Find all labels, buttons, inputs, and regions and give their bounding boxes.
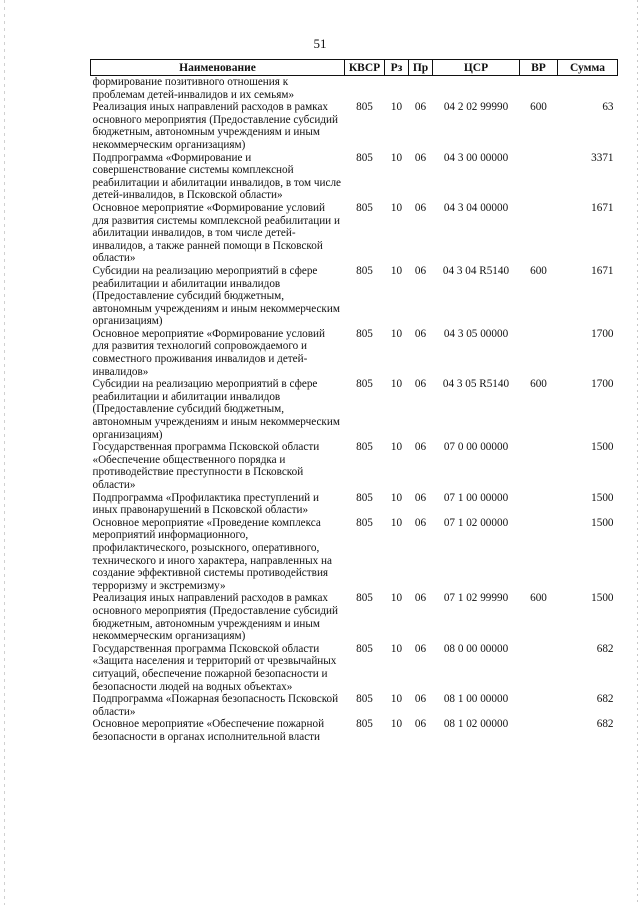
cell-name: Основное мероприятие «Проведение комплекса мероприятий информационного, профилактического, розыскного, оперативного, технического и иного характера, направленных на создание эффективной системы противодействия терроризму и экстремизму» — [92, 516, 332, 592]
cell-csr: 04 2 02 99990 — [443, 101, 509, 114]
cell-csr: 04 3 05 R5140 — [442, 378, 510, 391]
cell-rz: 10 — [390, 516, 403, 529]
cell-pr: 06 — [414, 491, 427, 504]
cell-kvsr: 805 — [356, 642, 373, 655]
table-row — [91, 718, 618, 743]
cell-csr: 07 0 00 00000 — [443, 441, 509, 454]
cell-rz: 10 — [390, 151, 403, 164]
table-body — [91, 76, 618, 744]
cell-sum: 3371 — [591, 151, 614, 164]
cell-sum: 682 — [596, 642, 614, 655]
cell-name: Подпрограмма «Формирование и совершенствование системы комплексной реабилитации и абилитации инвалидов, в том числе детей-инвалидов, в Псковской области» — [92, 151, 342, 202]
table-row — [91, 265, 618, 328]
cell-pr: 06 — [414, 441, 427, 454]
cell-kvsr: 805 — [356, 101, 373, 114]
budget-table-wrapper — [90, 59, 617, 743]
cell-csr — [433, 76, 520, 102]
cell-name: формирование позитивного отношения к проблемам детей-инвалидов и их семьям» — [92, 76, 295, 101]
cell-vr — [520, 517, 558, 593]
cell-vr: 600 — [530, 378, 547, 391]
cell-name: Государственная программа Псковской области «Обеспечение общественного порядка и противодействие преступности в Псковской области» — [92, 441, 320, 491]
cell-kvsr: 805 — [356, 693, 373, 706]
cell-pr: 06 — [414, 151, 427, 164]
header-kvsr: КВСР — [345, 60, 385, 76]
header-row — [91, 60, 618, 76]
cell-csr: 08 1 00 00000 — [443, 693, 509, 706]
page-number: 51 — [313, 36, 327, 51]
cell-rz: 10 — [390, 693, 403, 706]
cell-name: Основное мероприятие «Формирование условий для развития системы комплексной реабилитации и абилитации инвалидов, в том числе детей-инвалидов, а также ранней помощи в Псковской области» — [92, 201, 340, 265]
header-vr: ВР — [520, 60, 558, 76]
cell-pr: 06 — [414, 201, 427, 214]
cell-name: Основное мероприятие «Обеспечение пожарной безопасности в органах исполнительной власти — [92, 718, 325, 743]
cell-name: Субсидии на реализацию мероприятий в сфере реабилитации и абилитации инвалидов (Предоставление субсидий бюджетным, автономным учреждениям и иным некоммерческим организациям) — [92, 378, 340, 441]
table-header — [91, 60, 618, 76]
cell-sum: 1500 — [591, 491, 614, 504]
cell-name: Подпрограмма «Профилактика преступлений и иных правонарушений в Псковской области» — [92, 491, 319, 517]
cell-kvsr: 805 — [356, 516, 373, 529]
cell-name: Государственная программа Псковской области «Защита населения и территорий от чрезвычайных ситуаций, обеспечение пожарной безопасности и безопасности людей на водных объектах» — [92, 642, 337, 693]
cell-name: Субсидии на реализацию мероприятий в сфере реабилитации и абилитации инвалидов (Предоставление субсидий бюджетным, автономным учреждениям и иным некоммерческим организациям) — [92, 264, 340, 328]
header-name: Наименование — [91, 60, 345, 76]
cell-vr — [520, 328, 558, 378]
cell-csr: 07 1 02 99990 — [443, 592, 509, 605]
cell-pr — [409, 76, 433, 102]
table-row — [91, 378, 618, 441]
table-row — [91, 76, 618, 102]
cell-name: Подпрограмма «Пожарная безопасность Псковской области» — [92, 693, 339, 718]
table-row — [91, 643, 618, 693]
table-row — [91, 202, 618, 265]
header-sum: Сумма — [558, 60, 618, 76]
cell-rz: 10 — [390, 378, 403, 391]
cell-rz: 10 — [390, 327, 403, 340]
cell-sum: 1671 — [591, 201, 614, 214]
cell-kvsr: 805 — [356, 264, 373, 277]
cell-csr: 08 0 00 00000 — [443, 642, 509, 655]
header-csr: ЦСР — [433, 60, 520, 76]
cell-sum: 1500 — [591, 592, 614, 605]
cell-kvsr: 805 — [356, 491, 373, 504]
cell-kvsr: 805 — [356, 327, 373, 340]
cell-pr: 06 — [414, 592, 427, 605]
cell-vr: 600 — [530, 264, 547, 277]
cell-vr — [520, 202, 558, 265]
cell-vr — [520, 492, 558, 517]
cell-rz: 10 — [390, 264, 403, 277]
cell-pr: 06 — [414, 327, 427, 340]
cell-kvsr: 805 — [356, 441, 373, 454]
cell-csr: 08 1 02 00000 — [443, 718, 509, 731]
cell-sum: 682 — [596, 718, 614, 731]
scan-edge-left — [4, 0, 5, 905]
cell-rz: 10 — [390, 718, 403, 731]
table-row — [91, 693, 618, 718]
cell-pr: 06 — [414, 264, 427, 277]
cell-pr: 06 — [414, 718, 427, 731]
cell-kvsr: 805 — [356, 592, 373, 605]
cell-sum: 63 — [602, 101, 614, 114]
cell-vr: 600 — [530, 101, 547, 114]
cell-vr — [520, 718, 558, 743]
cell-vr — [520, 76, 558, 102]
cell-name: Реализация иных направлений расходов в рамках основного мероприятия (Предоставление субсидий бюджетным, автономным учреждениям и иным некоммерческим организациям) — [92, 101, 338, 151]
cell-rz: 10 — [390, 592, 403, 605]
table-row — [91, 492, 618, 517]
cell-rz: 10 — [390, 491, 403, 504]
cell-vr — [520, 152, 558, 202]
cell-vr — [520, 441, 558, 491]
cell-sum: 682 — [596, 693, 614, 706]
cell-sum: 1700 — [591, 327, 614, 340]
cell-csr: 04 3 05 00000 — [443, 327, 509, 340]
cell-sum: 1500 — [591, 441, 614, 454]
cell-csr: 07 1 02 00000 — [443, 516, 509, 529]
cell-rz: 10 — [390, 642, 403, 655]
cell-vr: 600 — [530, 592, 547, 605]
cell-rz — [385, 76, 409, 102]
cell-name: Реализация иных направлений расходов в рамках основного мероприятия (Предоставление субсидий бюджетным, автономным учреждениям и иным некоммерческим организациям) — [92, 592, 338, 643]
cell-pr: 06 — [414, 642, 427, 655]
cell-kvsr: 805 — [356, 201, 373, 214]
scan-edge-right — [637, 0, 638, 905]
cell-sum: 1671 — [591, 264, 614, 277]
cell-vr — [520, 643, 558, 693]
cell-pr: 06 — [414, 101, 427, 114]
cell-rz: 10 — [390, 101, 403, 114]
header-pr: Пр — [409, 60, 433, 76]
budget-table — [90, 59, 618, 743]
cell-vr — [520, 693, 558, 718]
cell-sum: 1700 — [591, 378, 614, 391]
cell-name: Основное мероприятие «Формирование условий для развития технологий сопровождаемого и совместного проживания инвалидов и детей-инвалидов» — [92, 327, 326, 378]
cell-rz: 10 — [390, 201, 403, 214]
cell-csr: 04 3 04 R5140 — [442, 264, 510, 277]
table-row — [91, 517, 618, 593]
cell-kvsr: 805 — [356, 718, 373, 731]
cell-rz: 10 — [390, 441, 403, 454]
cell-pr: 06 — [414, 516, 427, 529]
cell-csr: 04 3 00 00000 — [443, 151, 509, 164]
cell-csr: 04 3 04 00000 — [443, 201, 509, 214]
cell-pr: 06 — [414, 693, 427, 706]
table-row — [91, 441, 618, 491]
cell-pr: 06 — [414, 378, 427, 391]
cell-sum: 1500 — [591, 516, 614, 529]
cell-kvsr — [345, 76, 385, 102]
cell-kvsr: 805 — [356, 378, 373, 391]
cell-kvsr: 805 — [356, 151, 373, 164]
cell-csr: 07 1 00 00000 — [443, 491, 509, 504]
table-row — [91, 592, 618, 642]
cell-sum — [558, 76, 618, 102]
table-row — [91, 152, 618, 202]
table-row — [91, 328, 618, 378]
table-row — [91, 101, 618, 151]
header-rz: Рз — [385, 60, 409, 76]
